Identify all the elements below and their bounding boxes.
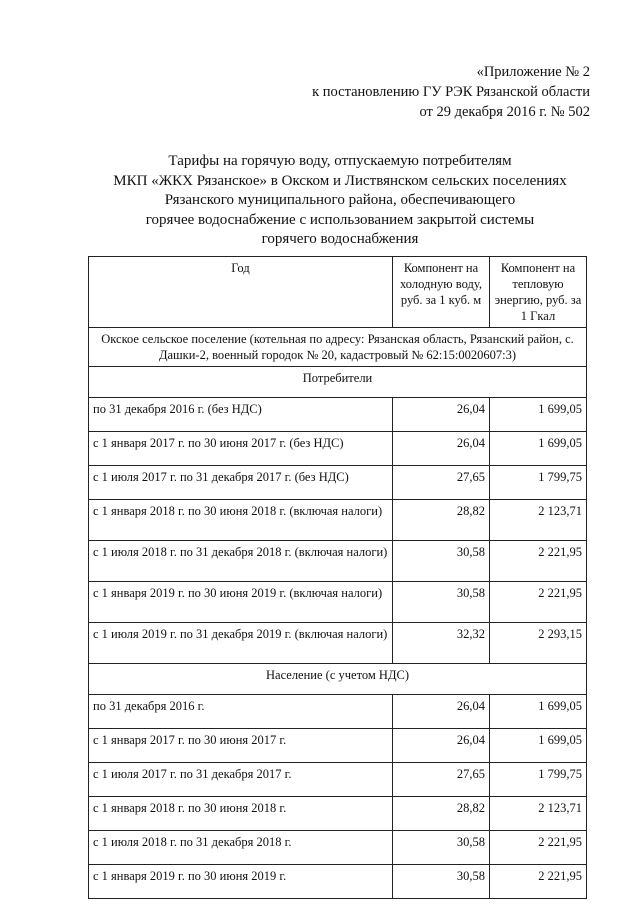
- cell-heat-energy: 2 123,71: [490, 797, 587, 831]
- cell-cold-water: 30,58: [393, 865, 490, 899]
- title-line-5: горячего водоснабжения: [261, 231, 419, 247]
- cell-cold-water: 30,58: [393, 582, 490, 623]
- cell-period: с 1 июля 2018 г. по 31 декабря 2018 г.: [89, 831, 393, 865]
- column-header-year: Год: [89, 257, 393, 328]
- table-row: [89, 541, 587, 582]
- table-row: [89, 500, 587, 541]
- table-header-row: [89, 257, 587, 328]
- title-line-4: горячее водоснабжение с использованием закрытой системы: [145, 211, 535, 228]
- cell-period: с 1 января 2017 г. по 30 июня 2017 г.: [89, 729, 393, 763]
- cell-cold-water: 26,04: [393, 729, 490, 763]
- group-row-population: [89, 664, 587, 695]
- cell-period: с 1 января 2018 г. по 30 июня 2018 г.: [89, 797, 393, 831]
- cell-period: с 1 января 2019 г. по 30 июня 2019 г. (включая налоги): [89, 582, 393, 623]
- table-row: [89, 398, 587, 432]
- cell-heat-energy: 2 123,71: [490, 500, 587, 541]
- cell-heat-energy: 1 699,05: [490, 398, 587, 432]
- section-label: Окское сельское поселение (котельная по адресу: Рязанская область, Рязанский район, с. Дашки-2, военный городок № 20, кадастровый № 62:15:0020607:3): [89, 328, 587, 367]
- table-row: [89, 695, 587, 729]
- table-row: [89, 831, 587, 865]
- group-label-population: Население (с учетом НДС): [89, 664, 587, 695]
- cell-cold-water: 30,58: [393, 831, 490, 865]
- table-row: [89, 865, 587, 899]
- cell-heat-energy: 1 699,05: [490, 695, 587, 729]
- title-line-1: Тарифы на горячую воду, отпускаемую потребителям: [168, 153, 512, 169]
- cell-cold-water: 30,58: [393, 541, 490, 582]
- cell-heat-energy: 2 293,15: [490, 623, 587, 664]
- cell-heat-energy: 2 221,95: [490, 831, 587, 865]
- cell-cold-water: 26,04: [393, 398, 490, 432]
- appendix-date: от 29 декабря 2016 г. № 502: [419, 104, 590, 120]
- cell-period: с 1 января 2019 г. по 30 июня 2019 г.: [89, 865, 393, 899]
- table-row: [89, 763, 587, 797]
- cell-period: по 31 декабря 2016 г. (без НДС): [89, 398, 393, 432]
- cell-period: с 1 июля 2018 г. по 31 декабря 2018 г. (включая налоги): [89, 541, 393, 582]
- cell-heat-energy: 1 799,75: [490, 466, 587, 500]
- cell-cold-water: 26,04: [393, 695, 490, 729]
- section-row: [89, 328, 587, 367]
- document-title: [90, 152, 590, 250]
- group-label-consumers: Потребители: [89, 367, 587, 398]
- cell-period: с 1 июля 2017 г. по 31 декабря 2017 г.: [89, 763, 393, 797]
- cell-cold-water: 28,82: [393, 500, 490, 541]
- title-line-3: Рязанского муниципального района, обеспечивающего: [164, 192, 516, 208]
- appendix-number: «Приложение № 2: [476, 64, 590, 80]
- table-row: [89, 797, 587, 831]
- tariff-table: [88, 256, 587, 899]
- cell-heat-energy: 2 221,95: [490, 541, 587, 582]
- table-row: [89, 466, 587, 500]
- table-row: [89, 432, 587, 466]
- cell-heat-energy: 1 699,05: [490, 432, 587, 466]
- group-row-consumers: [89, 367, 587, 398]
- cell-cold-water: 27,65: [393, 763, 490, 797]
- cell-heat-energy: 2 221,95: [490, 865, 587, 899]
- cell-period: с 1 июля 2019 г. по 31 декабря 2019 г. (включая налоги): [89, 623, 393, 664]
- cell-period: с 1 января 2018 г. по 30 июня 2018 г. (включая налоги): [89, 500, 393, 541]
- cell-heat-energy: 1 799,75: [490, 763, 587, 797]
- column-header-cold-water: Компонент на холодную воду, руб. за 1 куб. м: [393, 257, 490, 328]
- cell-cold-water: 27,65: [393, 466, 490, 500]
- table-body: [89, 328, 587, 899]
- cell-cold-water: 28,82: [393, 797, 490, 831]
- column-header-heat-energy: Компонент на тепловую энергию, руб. за 1 Гкал: [490, 257, 587, 328]
- cell-heat-energy: 2 221,95: [490, 582, 587, 623]
- table-row: [89, 729, 587, 763]
- cell-period: по 31 декабря 2016 г.: [89, 695, 393, 729]
- cell-cold-water: 26,04: [393, 432, 490, 466]
- table-row: [89, 582, 587, 623]
- appendix-reference: к постановлению ГУ РЭК Рязанской области: [312, 84, 590, 100]
- cell-heat-energy: 1 699,05: [490, 729, 587, 763]
- cell-cold-water: 32,32: [393, 623, 490, 664]
- cell-period: с 1 июля 2017 г. по 31 декабря 2017 г. (без НДС): [89, 466, 393, 500]
- cell-period: с 1 января 2017 г. по 30 июня 2017 г. (без НДС): [89, 432, 393, 466]
- table-row: [89, 623, 587, 664]
- title-line-2: МКП «ЖКХ Рязанское» в Окском и Листвянском сельских поселениях: [113, 172, 567, 189]
- appendix-header: [312, 62, 590, 122]
